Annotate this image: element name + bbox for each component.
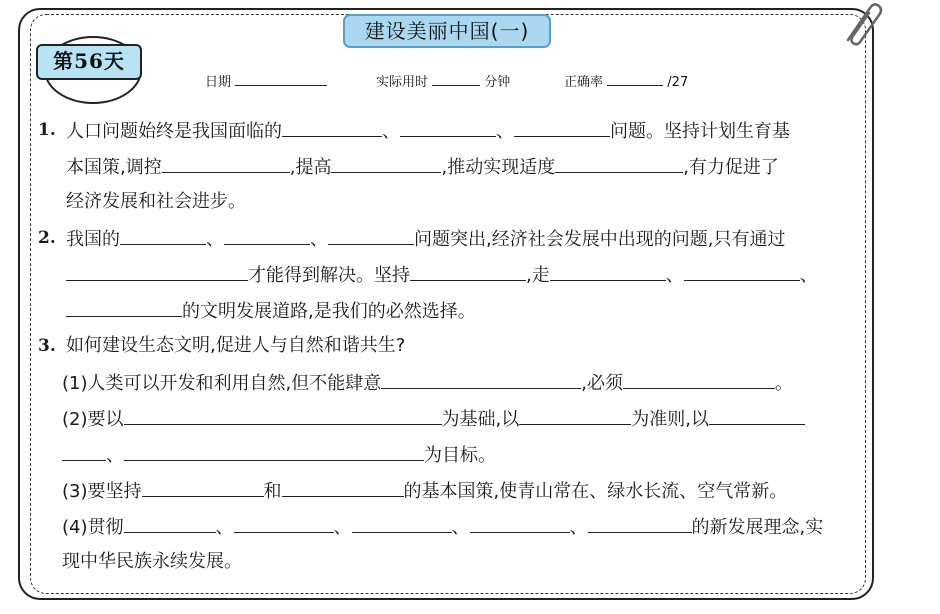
q1-text: 人口问题始终是我国面临的 [66, 121, 282, 142]
q1-blank-4[interactable] [162, 154, 290, 173]
q2-blank-4[interactable] [66, 262, 248, 281]
q3-blank-7[interactable] [124, 442, 424, 461]
accuracy-total: /27 [667, 75, 689, 90]
time-field [376, 72, 510, 92]
q3-sep: 、 [451, 517, 470, 538]
q3-text: 。 [774, 373, 793, 394]
q3-part-2-cont [62, 442, 496, 468]
q3-text: (1)人类可以开发和利用自然,但不能肆意 [62, 373, 382, 394]
page-title: 建设美丽中国(一) [343, 14, 551, 48]
q3-sep: 、 [215, 517, 234, 538]
q3-part-2 [62, 406, 805, 432]
q2-blank-6[interactable] [550, 262, 666, 281]
q3-text: 为目标。 [424, 445, 496, 466]
q1-number: 1. [38, 120, 56, 140]
q2-blank-5[interactable] [410, 262, 526, 281]
q2-sep: 、 [310, 229, 328, 250]
accuracy-field [564, 72, 688, 92]
q3-blank-1[interactable] [381, 370, 581, 389]
q1-blank-3[interactable] [514, 118, 610, 137]
q1-text: 本国策,调控 [66, 157, 162, 178]
time-blank[interactable] [432, 72, 480, 86]
q3-blank-10[interactable] [124, 514, 216, 533]
q3-part-4 [62, 514, 823, 540]
q1-line-3: 经济发展和社会进步。 [66, 191, 246, 212]
q3-text: 的新发展理念,实 [691, 517, 824, 538]
q2-line-3 [66, 298, 476, 324]
q3-blank-2[interactable] [623, 370, 775, 389]
q3-text: (2)要以 [62, 409, 124, 430]
q1-blank-1[interactable] [282, 118, 382, 137]
q1-text: ,推动实现适度 [441, 157, 556, 178]
q3-text: (3)要坚持 [62, 481, 142, 502]
paper-clip-icon [836, 0, 884, 46]
time-label: 实际用时 [376, 75, 429, 90]
q2-number: 2. [38, 228, 56, 248]
q3-sep: 、 [106, 445, 124, 466]
q3-number: 3. [38, 336, 56, 356]
q3-text: 为准则,以 [631, 409, 709, 430]
q2-blank-7[interactable] [684, 262, 800, 281]
q3-blank-12[interactable] [352, 514, 452, 533]
q3-text: (4)贯彻 [62, 517, 124, 538]
q2-text: 问题突出,经济社会发展中出现的问题,只有通过 [414, 229, 786, 250]
q3-sep: 、 [333, 517, 352, 538]
date-field [205, 72, 327, 92]
q3-text: 为基础,以 [441, 409, 520, 430]
q3-blank-11[interactable] [234, 514, 334, 533]
q3-blank-4[interactable] [519, 406, 631, 425]
q2-text: ,走 [526, 265, 550, 286]
q3-blank-8[interactable] [142, 478, 264, 497]
q3-blank-5[interactable] [709, 406, 805, 425]
q2-sep: 、 [206, 229, 224, 250]
q1-line-1 [66, 118, 790, 144]
q3-text: 和 [263, 481, 282, 502]
q1-sep: 、 [382, 121, 400, 142]
q2-blank-2[interactable] [224, 226, 310, 245]
q2-text: 的文明发展道路,是我们的必然选择。 [182, 301, 476, 322]
q1-line-2 [66, 154, 779, 180]
q3-text: 的基本国策,使青山常在、绿水长流、空气常新。 [403, 481, 788, 502]
q2-sep: 、 [799, 265, 818, 286]
q1-blank-2[interactable] [400, 118, 496, 137]
date-blank[interactable] [235, 72, 327, 86]
q2-blank-8[interactable] [66, 298, 182, 317]
q2-sep: 、 [665, 265, 684, 286]
q3-blank-3[interactable] [124, 406, 442, 425]
day-badge: 第56天 [36, 44, 142, 80]
q3-part-1 [62, 370, 793, 396]
q2-blank-1[interactable] [120, 226, 206, 245]
q3-blank-14[interactable] [588, 514, 692, 533]
q3-blank-6[interactable] [62, 442, 106, 461]
q3-text: ,必须 [581, 373, 623, 394]
q1-text: 问题。坚持计划生育基 [610, 121, 790, 142]
accuracy-blank[interactable] [607, 72, 663, 86]
q3-stem: 如何建设生态文明,促进人与自然和谐共生? [66, 335, 406, 356]
date-label: 日期 [205, 75, 232, 90]
q3-blank-9[interactable] [282, 478, 404, 497]
q2-blank-3[interactable] [328, 226, 414, 245]
time-unit: 分钟 [484, 75, 511, 90]
q1-text: ,有力促进了 [683, 157, 779, 178]
q3-blank-13[interactable] [470, 514, 570, 533]
q2-text: 才能得到解决。坚持 [248, 265, 410, 286]
q2-text: 我国的 [66, 229, 120, 250]
q2-line-1 [66, 226, 785, 252]
q3-sep: 、 [569, 517, 588, 538]
q3-part-3 [62, 478, 787, 504]
q3-part-4-cont: 现中华民族永续发展。 [62, 551, 242, 572]
q2-line-2 [66, 262, 818, 288]
q1-blank-6[interactable] [555, 154, 683, 173]
q1-blank-5[interactable] [331, 154, 441, 173]
accuracy-label: 正确率 [564, 75, 604, 90]
q1-sep: 、 [496, 121, 514, 142]
q1-text: ,提高 [289, 157, 332, 178]
